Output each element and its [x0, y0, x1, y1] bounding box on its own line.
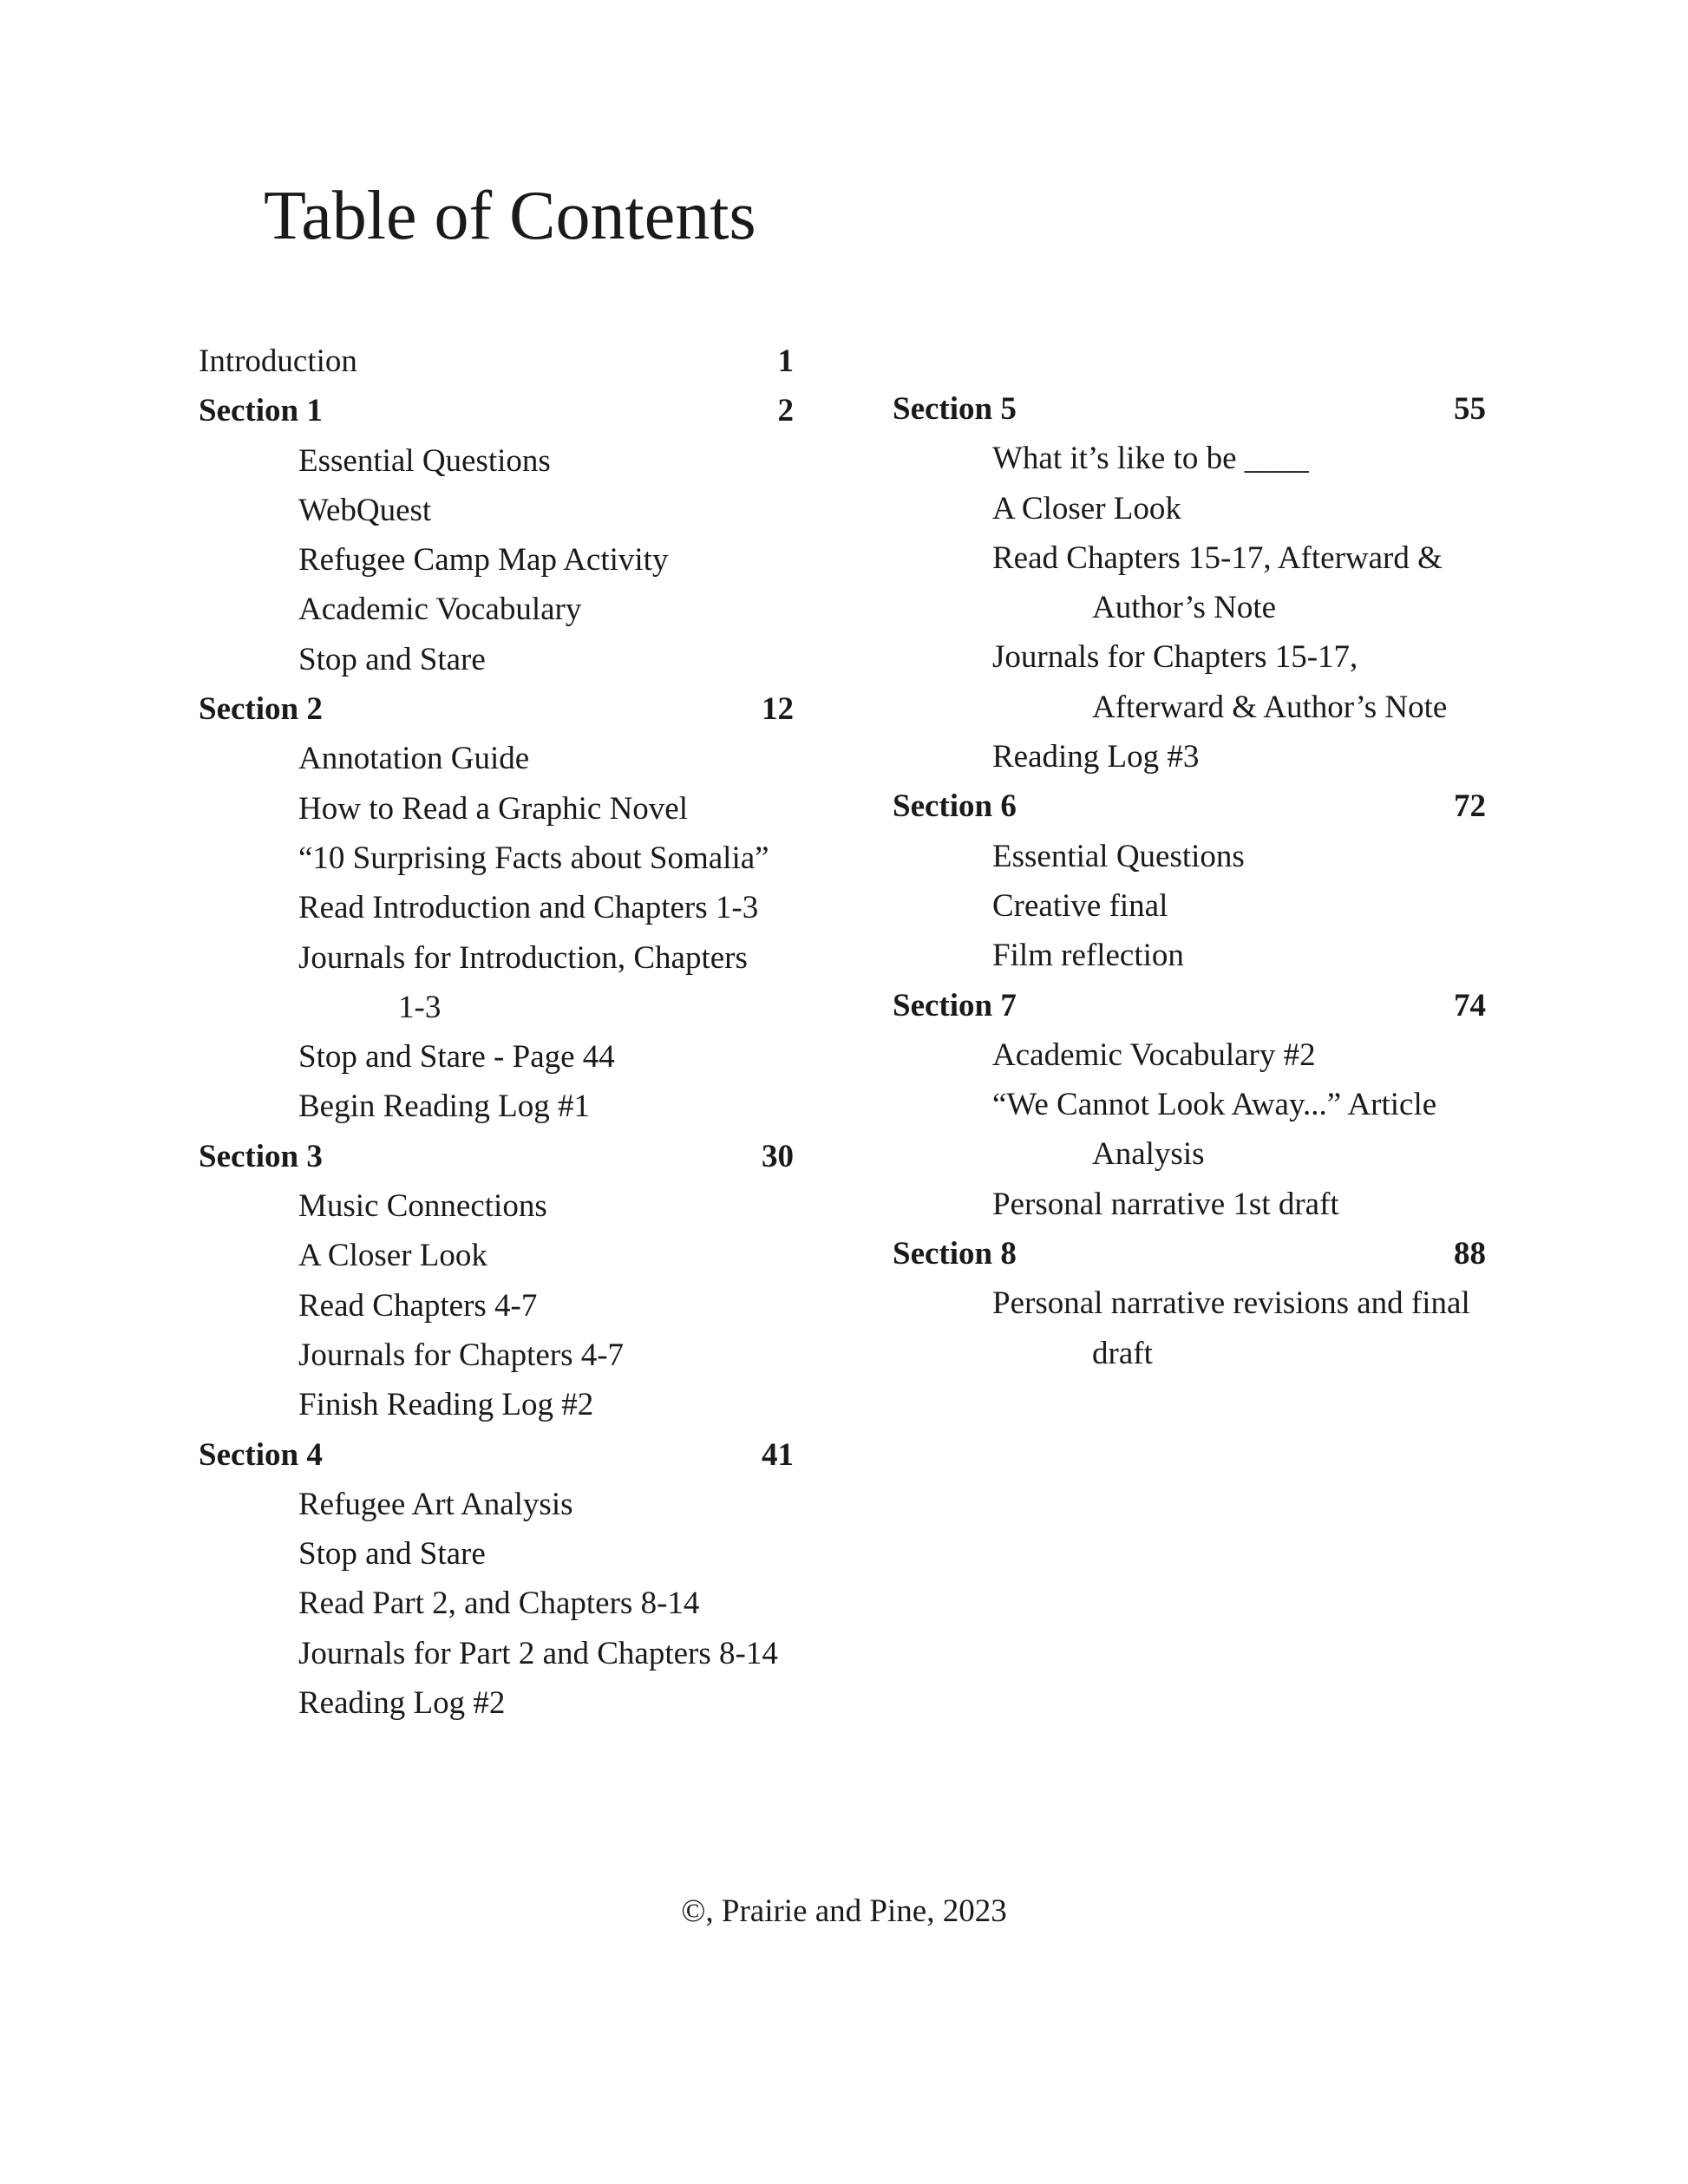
- toc-subitem-text: Refugee Camp Map Activity: [298, 542, 669, 579]
- toc-subitem-text: WebQuest: [298, 492, 432, 528]
- toc-page-number: 1: [777, 343, 794, 379]
- toc-subitem[interactable]: [199, 436, 794, 486]
- toc-subitem-text: Finish Reading Log #2: [298, 1387, 594, 1423]
- toc-subitem[interactable]: [199, 1231, 794, 1280]
- toc-subitem[interactable]: [893, 434, 1486, 483]
- toc-subitem-text: Film reflection: [992, 938, 1184, 974]
- toc-subitem[interactable]: [893, 632, 1486, 732]
- toc-subitems: [893, 434, 1486, 781]
- toc-subitems: [199, 1181, 794, 1429]
- toc-subitem[interactable]: [199, 635, 794, 684]
- toc-section: [199, 1430, 794, 1729]
- toc-entry-label: Introduction: [199, 343, 357, 379]
- toc-subitem-text: How to Read a Graphic Novel: [298, 790, 689, 827]
- toc-section-heading[interactable]: [893, 1229, 1486, 1278]
- toc-subitem-text: A Closer Look: [992, 490, 1181, 526]
- toc-subitem-text-continued: draft: [1092, 1335, 1153, 1371]
- toc-subitems: [893, 1278, 1486, 1378]
- toc-subitem-text: Stop and Stare: [298, 1536, 486, 1573]
- toc-page-number: 30: [762, 1138, 794, 1174]
- toc-subitems: [199, 734, 794, 1131]
- toc-section: [199, 684, 794, 1132]
- toc-subitem-text: Reading Log #2: [298, 1685, 506, 1722]
- toc-subitem-text-continued: Analysis: [1092, 1136, 1205, 1173]
- toc-section-label: Section 8: [893, 1236, 1017, 1272]
- toc-subitem-text: Essential Questions: [992, 838, 1245, 874]
- copyright-footer: ©, Prairie and Pine, 2023: [681, 1893, 1007, 1929]
- toc-subitem[interactable]: [199, 1480, 794, 1529]
- toc-subitem-text: “We Cannot Look Away...” Article: [992, 1087, 1437, 1123]
- toc-section-heading[interactable]: [199, 684, 794, 734]
- toc-subitem-text: Essential Questions: [298, 442, 551, 479]
- toc-subitem-text: Read Introduction and Chapters 1-3: [298, 890, 759, 926]
- toc-section-heading[interactable]: [199, 1430, 794, 1480]
- toc-subitem[interactable]: [199, 1629, 794, 1678]
- toc-subitems: [893, 1030, 1486, 1229]
- toc-subitem-text: Stop and Stare - Page 44: [298, 1039, 615, 1076]
- toc-page-number: 72: [1454, 788, 1486, 825]
- toc-subitem[interactable]: [893, 533, 1486, 633]
- toc-section: [199, 1132, 794, 1430]
- toc-page-number: 88: [1454, 1236, 1486, 1272]
- toc-subitem-text: Academic Vocabulary #2: [992, 1036, 1316, 1073]
- toc-section-label: Section 7: [893, 987, 1017, 1023]
- toc-subitem-text: Academic Vocabulary: [298, 592, 582, 628]
- toc-subitem-text: Read Chapters 15-17, Afterward &: [992, 539, 1443, 576]
- toc-subitem-text: Read Part 2, and Chapters 8-14: [298, 1586, 700, 1622]
- toc-section-heading[interactable]: [893, 781, 1486, 831]
- toc-section: [893, 384, 1486, 781]
- toc-subitem[interactable]: [893, 1080, 1486, 1180]
- toc-subitem-text-continued: 1-3: [398, 989, 442, 1025]
- toc-subitem[interactable]: [199, 834, 794, 883]
- toc-subitem-text: Annotation Guide: [298, 741, 530, 777]
- toc-subitem[interactable]: [199, 1380, 794, 1429]
- toc-section: [893, 1229, 1486, 1378]
- toc-section-label: Section 6: [893, 788, 1017, 825]
- toc-left-column: [199, 337, 794, 1728]
- toc-subitems: [199, 1480, 794, 1728]
- toc-subitem-text: Journals for Part 2 and Chapters 8-14: [298, 1635, 778, 1671]
- toc-subitem-text: What it’s like to be ____: [992, 441, 1309, 477]
- toc-section-heading[interactable]: [199, 1132, 794, 1181]
- toc-subitem[interactable]: [199, 1281, 794, 1331]
- toc-subitem[interactable]: [199, 1082, 794, 1131]
- toc-subitem-text: Stop and Stare: [298, 641, 486, 677]
- toc-subitem-text: Journals for Chapters 15-17,: [992, 639, 1358, 676]
- toc-section: [893, 981, 1486, 1229]
- toc-subitem[interactable]: [199, 1181, 794, 1231]
- toc-subitem[interactable]: [893, 1030, 1486, 1080]
- toc-section-label: Section 1: [199, 393, 323, 429]
- toc-section-heading[interactable]: [893, 384, 1486, 434]
- toc-subitem[interactable]: [199, 1678, 794, 1728]
- toc-subitem-text-continued: Author’s Note: [1092, 590, 1277, 626]
- toc-subitem-text: Journals for Chapters 4-7: [298, 1337, 625, 1373]
- toc-page-number: 55: [1454, 391, 1486, 427]
- toc-subitem[interactable]: [199, 1331, 794, 1380]
- toc-subitem-text: Refugee Art Analysis: [298, 1486, 573, 1522]
- toc-section: [199, 386, 794, 684]
- toc-subitem-text: Begin Reading Log #1: [298, 1089, 591, 1125]
- toc-page-number: 41: [762, 1436, 794, 1473]
- toc-subitem-text: Creative final: [992, 887, 1168, 924]
- toc-subitem[interactable]: [199, 1529, 794, 1579]
- toc-subitem-text: Personal narrative revisions and final: [992, 1285, 1470, 1322]
- toc-subitem[interactable]: [893, 732, 1486, 781]
- toc-subitem[interactable]: [199, 1579, 794, 1628]
- toc-subitem[interactable]: [199, 883, 794, 932]
- toc-subitem-text: Personal narrative 1st draft: [992, 1186, 1339, 1222]
- toc-subitem[interactable]: [199, 535, 794, 585]
- toc-page-number: 2: [777, 393, 794, 429]
- toc-page-number: 12: [762, 691, 794, 728]
- toc-section-heading[interactable]: [199, 386, 794, 435]
- toc-subitem-text-continued: Afterward & Author’s Note: [1092, 689, 1448, 725]
- toc-subitem[interactable]: [199, 784, 794, 834]
- toc-subitem[interactable]: [199, 933, 794, 1033]
- toc-right-column: [893, 384, 1486, 1378]
- toc-subitem[interactable]: [893, 484, 1486, 533]
- toc-subitem[interactable]: [893, 832, 1486, 881]
- toc-subitem-text: “10 Surprising Facts about Somalia”: [298, 840, 769, 876]
- toc-subitem-text: Music Connections: [298, 1188, 547, 1225]
- toc-subitem[interactable]: [199, 585, 794, 634]
- toc-subitem-text: A Closer Look: [298, 1238, 487, 1274]
- toc-section-heading[interactable]: [893, 981, 1486, 1030]
- toc-section-label: Section 2: [199, 691, 323, 728]
- toc-section-label: Section 5: [893, 391, 1017, 427]
- toc-subitem[interactable]: [893, 881, 1486, 931]
- toc-subitem[interactable]: [199, 734, 794, 783]
- toc-subitem[interactable]: [893, 1180, 1486, 1229]
- toc-subitem-text: Reading Log #3: [992, 739, 1200, 775]
- page-title: Table of Contents: [264, 178, 756, 254]
- toc-page-number: 74: [1454, 987, 1486, 1023]
- toc-subitems: [199, 436, 794, 684]
- toc-subitem[interactable]: [893, 1278, 1486, 1378]
- toc-section: [893, 781, 1486, 980]
- toc-subitem[interactable]: [893, 931, 1486, 980]
- toc-subitem-text: Read Chapters 4-7: [298, 1287, 538, 1324]
- toc-subitem[interactable]: [199, 486, 794, 535]
- toc-subitem[interactable]: [199, 1032, 794, 1082]
- toc-right-sections: [893, 384, 1486, 1378]
- toc-entry-introduction[interactable]: [199, 337, 794, 386]
- toc-section-label: Section 4: [199, 1436, 323, 1473]
- toc-left-sections: [199, 386, 794, 1728]
- toc-subitem-text: Journals for Introduction, Chapters: [298, 939, 748, 976]
- toc-subitems: [893, 832, 1486, 981]
- toc-section-label: Section 3: [199, 1138, 323, 1174]
